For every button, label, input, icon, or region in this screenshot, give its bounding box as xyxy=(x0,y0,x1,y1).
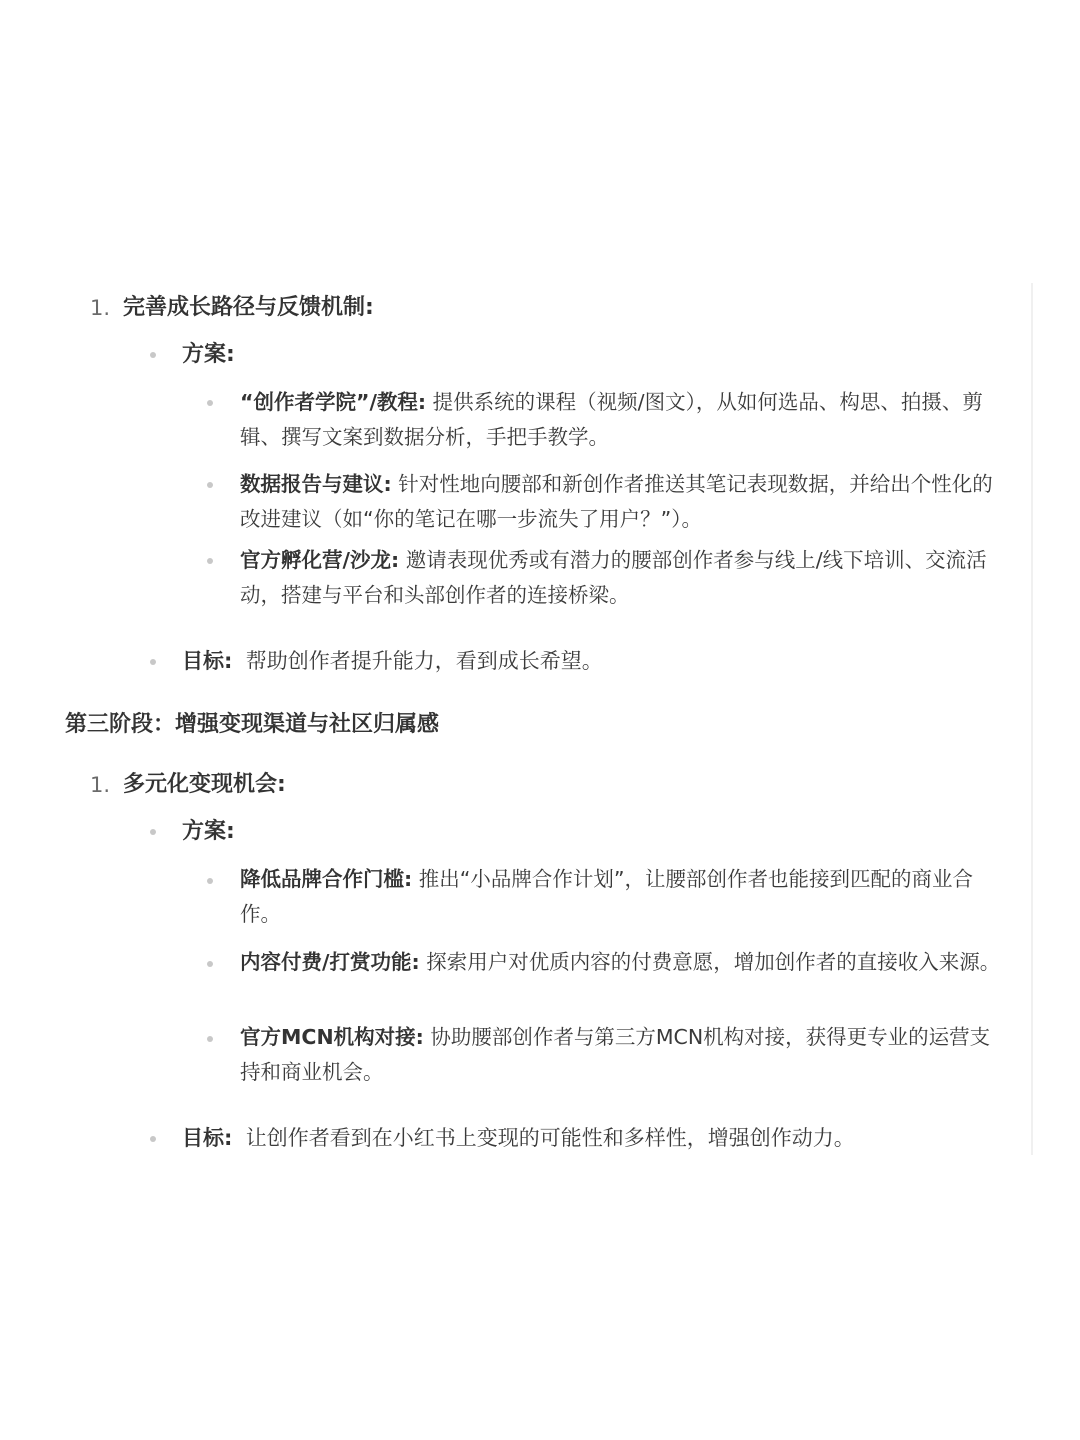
item-text: 探索用户对优质内容的付费意愿，增加创作者的直接收入来源。 xyxy=(426,950,1001,974)
item-text: 协助腰部创作者与第三方MCN机构对接，获得更专业的运营支持和商业机会。 xyxy=(240,1025,991,1084)
bullet-dot xyxy=(207,558,213,564)
item-label: 数据报告与建议: xyxy=(240,472,392,496)
item-text: 提供系统的课程（视频/图文），从如何选品、构思、拍摄、剪辑、撰写文案到数据分析，手把手教学。 xyxy=(240,390,983,449)
plan-label: 方案: xyxy=(182,819,235,844)
goal-text: 帮助创作者提升能力，看到成长希望。 xyxy=(245,649,603,673)
item-label: “创作者学院”/教程: xyxy=(240,390,427,414)
item-label: 内容付费/打赏功能: xyxy=(240,950,420,974)
bullet-dot xyxy=(207,1036,213,1042)
goal-line xyxy=(182,1123,855,1153)
bullet-dot xyxy=(207,961,213,967)
section-title: 多元化变现机会: xyxy=(123,772,286,797)
goal-label: 目标: xyxy=(182,1126,233,1150)
list-item xyxy=(240,862,1010,932)
bullet-dot xyxy=(150,659,156,665)
section-title: 完善成长路径与反馈机制: xyxy=(123,295,374,320)
bullet-dot xyxy=(207,400,213,406)
item-text: 针对性地向腰部和新创作者推送其笔记表现数据，并给出个性化的改进建议（如“你的笔记在哪一步流失了用户？”）。 xyxy=(240,472,993,531)
list-item xyxy=(240,385,1000,455)
stage-heading: 第三阶段：增强变现渠道与社区归属感 xyxy=(65,712,440,737)
list-item xyxy=(240,543,1000,613)
list-item xyxy=(240,467,1000,537)
bullet-dot xyxy=(150,1136,156,1142)
list-item xyxy=(240,945,1010,980)
list-number: 1. xyxy=(90,296,111,320)
item-label: 官方孵化营/沙龙: xyxy=(240,548,400,572)
item-label: 降低品牌合作门槛: xyxy=(240,867,413,891)
bullet-dot xyxy=(150,352,156,358)
list-item xyxy=(240,1020,1000,1090)
plan-label: 方案: xyxy=(182,342,235,367)
list-number: 1. xyxy=(90,773,111,797)
bullet-dot xyxy=(150,829,156,835)
item-text: 邀请表现优秀或有潜力的腰部创作者参与线上/线下培训、交流活动，搭建与平台和头部创作者的连接桥梁。 xyxy=(240,548,987,607)
goal-text: 让创作者看到在小红书上变现的可能性和多样性，增强创作动力。 xyxy=(245,1126,855,1150)
goal-label: 目标: xyxy=(182,649,233,673)
right-divider xyxy=(1031,283,1033,1155)
item-text: 推出“小品牌合作计划”，让腰部创作者也能接到匹配的商业合作。 xyxy=(240,867,973,926)
bullet-dot xyxy=(207,482,213,488)
item-label: 官方MCN机构对接: xyxy=(240,1025,424,1049)
bullet-dot xyxy=(207,878,213,884)
goal-line xyxy=(182,646,603,676)
